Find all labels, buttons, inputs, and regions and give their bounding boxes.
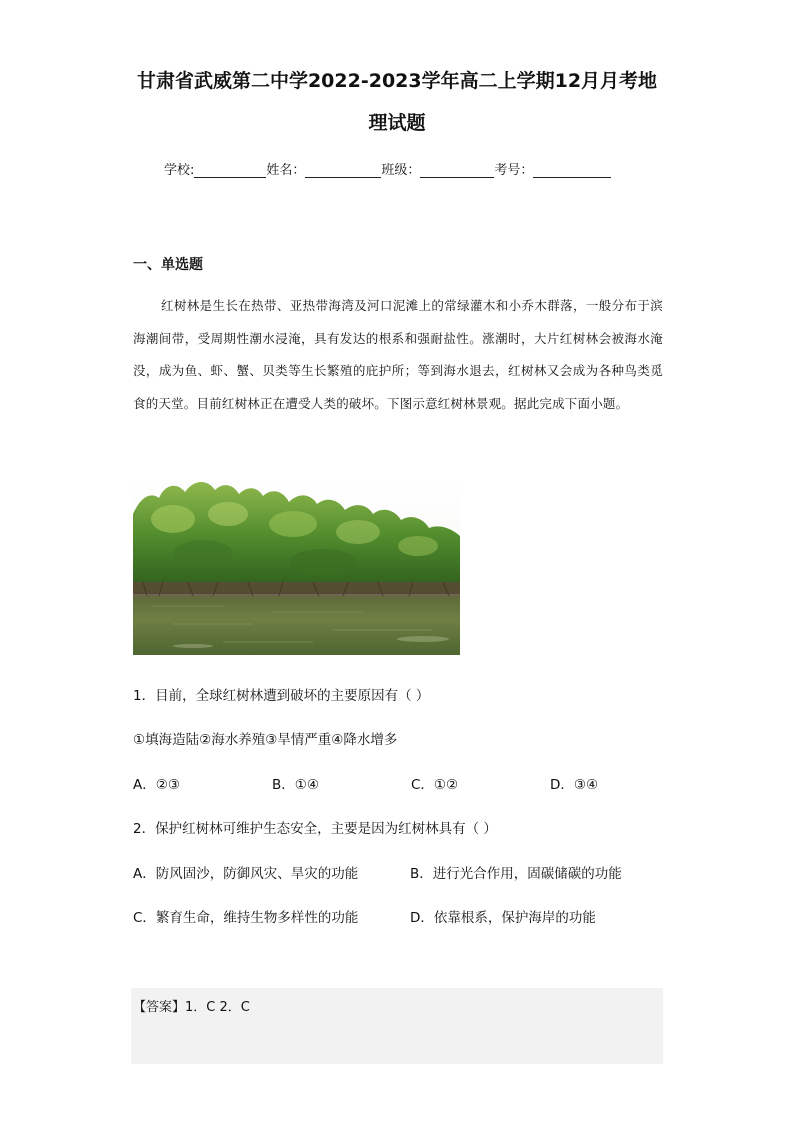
question-2-choice-c[interactable]: C．繁育生命，维持生物多样性的功能 xyxy=(133,910,359,926)
question-1-stem: 1．目前，全球红树林遭到破坏的主要原因有（ ） xyxy=(133,688,430,704)
school-blank xyxy=(194,163,266,178)
number-blank xyxy=(533,163,611,178)
class-label: 班级： xyxy=(381,163,421,178)
name-blank xyxy=(305,163,381,178)
answer-text: 【答案】1．C 2．C xyxy=(133,1000,250,1015)
question-2-choice-d[interactable]: D．依靠根系，保护海岸的功能 xyxy=(410,910,596,926)
number-label: 考号： xyxy=(494,163,534,178)
question-1-choice-d[interactable]: D．③④ xyxy=(550,777,599,793)
mangrove-photo-illustration xyxy=(133,474,460,655)
document-title-line2: 理试题 xyxy=(368,112,426,134)
question-2-choices-cd xyxy=(133,906,653,926)
student-info-row xyxy=(164,159,611,178)
question-1-choice-b[interactable]: B．①④ xyxy=(272,777,319,793)
question-1-choice-a[interactable]: A．②③ xyxy=(133,777,180,793)
reading-passage: 红树林是生长在热带、亚热带海湾及河口泥滩上的常绿灌木和小乔木群落，一般分布于滨海潮间带，受周期性潮水浸淹，具有发达的根系和强耐盐性。涨潮时，大片红树林会被海水淹没，成为鱼、虾、蟹、贝类等生长繁殖的庇护所；等到海水退去，红树林又会成为各种鸟类觅食的天堂。目前红树林正在遭受人类的破坏。下图示意红树林景观。据此完成下面小题。 xyxy=(133,298,663,411)
class-blank xyxy=(420,163,494,178)
question-2-choice-b[interactable]: B．进行光合作用，固碳储碳的功能 xyxy=(410,866,622,882)
section-heading: 一、单选题 xyxy=(133,257,203,273)
question-1-choice-c[interactable]: C．①② xyxy=(411,777,459,793)
mangrove-forest-photo xyxy=(133,474,460,655)
question-2-choices-ab xyxy=(133,862,653,882)
name-label: 姓名： xyxy=(266,163,306,178)
answer-box xyxy=(131,988,663,1064)
question-2-stem: 2．保护红树林可维护生态安全，主要是因为红树林具有（ ） xyxy=(133,821,497,837)
school-label: 学校: xyxy=(164,163,195,178)
question-1-statements: ①填海造陆②海水养殖③旱情严重④降水增多 xyxy=(133,732,398,748)
document-title-line1: 甘肃省武威第二中学2022-2023学年高二上学期12月月考地 xyxy=(136,70,658,92)
question-2-choice-a[interactable]: A．防风固沙，防御风灾、旱灾的功能 xyxy=(133,866,359,882)
question-1-choices xyxy=(133,773,613,793)
